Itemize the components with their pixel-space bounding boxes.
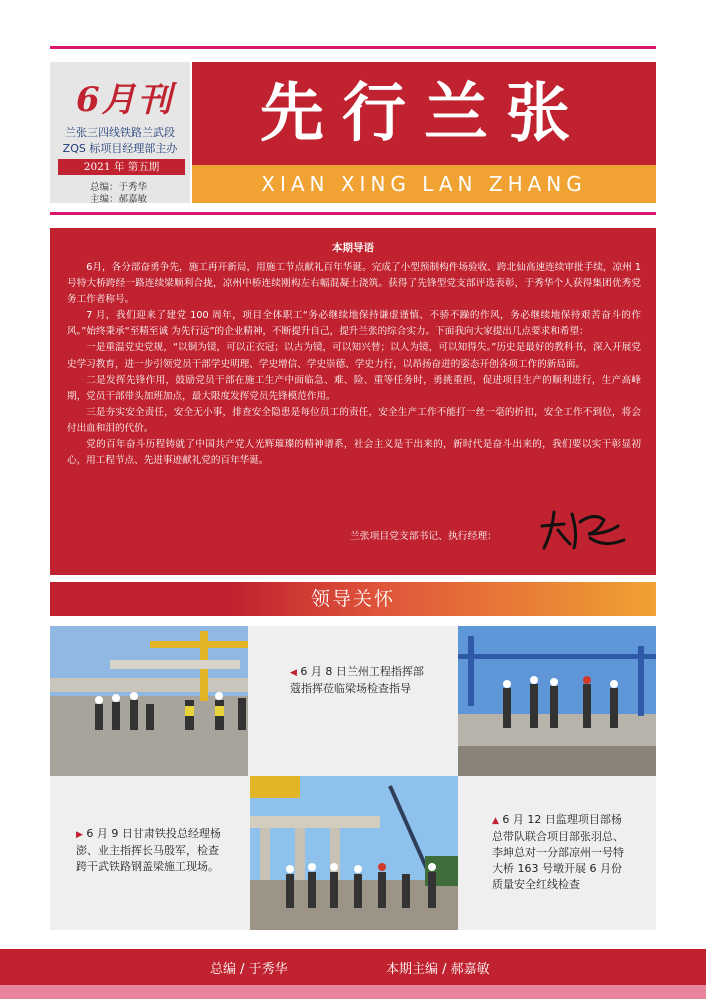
caption-arrow-icon: ▲ [492, 816, 499, 826]
photo-caption-2: ▶ 6 月 9 日甘肃铁投总经理杨澎、业主指挥长马殷军，检查跨干武铁路钢盖梁施工现场。 [76, 827, 221, 873]
top-rule [50, 46, 656, 49]
intro-paragraph: 一是重温党史党规，“以铜为镜，可以正衣冠；以古为镜，可以知兴替；以人为镜，可以知得失。”历史是最好的教科书，深入开展党史学习教育，进一步引领党员干部学史明理、学史增信、学史崇德、学史力行，以昂扬奋进的姿态开创各项工作的新局面。 [67, 342, 641, 370]
intro-heading: 本期导语 [332, 242, 374, 254]
footer-pink-strip [0, 985, 706, 999]
photo-beam-yard [50, 626, 248, 776]
masthead-title: 先行兰张 [260, 76, 588, 151]
intro-paragraph: 三是夯实安全责任，安全无小事，排查安全隐患是每位员工的责任，安全生产工作不能打一丝一毫的折扣，安全工作不到位，将会付出血和泪的代价。 [67, 406, 641, 434]
intro-body [67, 260, 641, 469]
section-title: 领导关怀 [310, 588, 395, 610]
intro-paragraph: 7 月，我们迎来了建党 100 周年，项目全体职工“务必继续地保持谦虚谨慎、不骄不躁的作风，务必继续地保持艰苦奋斗的作风。”始终秉承“至精至诚 为先行远”的企业精神，不断提升自己，提升兰张的综合实力。下面我向大家提出几点要求和希望： [67, 310, 641, 338]
issue-label: 6月刊 [76, 80, 174, 120]
intro-paragraph: 二是发挥先锋作用，鼓励党员干部在施工生产中面临急、难、险、重等任务时，勇挑重担，促进项目生产的顺利进行，生产高峰期，党员干部带头加班加点，最大限度发挥党员先锋模范作用。 [67, 374, 641, 402]
footer-bar [0, 949, 706, 985]
photo-bridge-pier [250, 776, 458, 930]
photo-rebar-site [458, 626, 656, 776]
masthead-bottom-rule [50, 212, 656, 215]
footer-issue-editor: 本期主编 / 郝嘉敏 [386, 962, 490, 977]
intro-section [50, 228, 656, 575]
intro-paragraph: 党的百年奋斗历程铸就了中国共产党人光辉璀璨的精神谱系，社会主义是干出来的，新时代是奋斗出来的，我们要以实干彰显初心，用工程节点、先进事迹献礼党的百年华诞。 [67, 439, 641, 467]
organizer-line-2: ZQS 标项目经理部主办 [62, 142, 178, 155]
editor: 主编：郝嘉敏 [90, 194, 148, 205]
intro-paragraph: 6月，各分部奋勇争先，施工再开新局，用施工节点献礼百年华诞。完成了小型预制构件场验收、跨北仙高速连续审批手续，凉州 1 号特大桥跨经一路连续梁顺利合拢，凉州中桥连续刚构左右幅混凝土浇筑。获得了先锋型党支部评选表彰，于秀华个人获得集团优秀党务工作者称号。 [67, 262, 641, 306]
photo-caption-3: ▲ 6 月 12 日监理项目部杨总带队联合项目部张羽总、李坤总对一分部凉州一号特大桥 163 号墩开展 6 月份质量安全红线检查 [492, 813, 624, 891]
signoff-text: 兰张项目党支部书记、执行经理： [350, 531, 497, 542]
masthead-subtitle: XIAN XING LAN ZHANG [192, 165, 656, 203]
footer-chief-editor: 总编 / 于秀华 [210, 962, 288, 977]
caption-arrow-icon: ◀ [290, 668, 297, 678]
issue-date-bar: 2021 年 第五期 [58, 159, 185, 175]
photo-caption-1: ◀ 6 月 8 日兰州工程指挥部蔻指挥莅临梁场检查指导 [290, 665, 424, 695]
caption-arrow-icon: ▶ [76, 830, 83, 840]
organizer-line-1: 兰张三四线铁路兰武段 [65, 126, 175, 139]
chief-editor: 总编：于秀华 [90, 182, 148, 193]
handwritten-signature [534, 504, 628, 552]
